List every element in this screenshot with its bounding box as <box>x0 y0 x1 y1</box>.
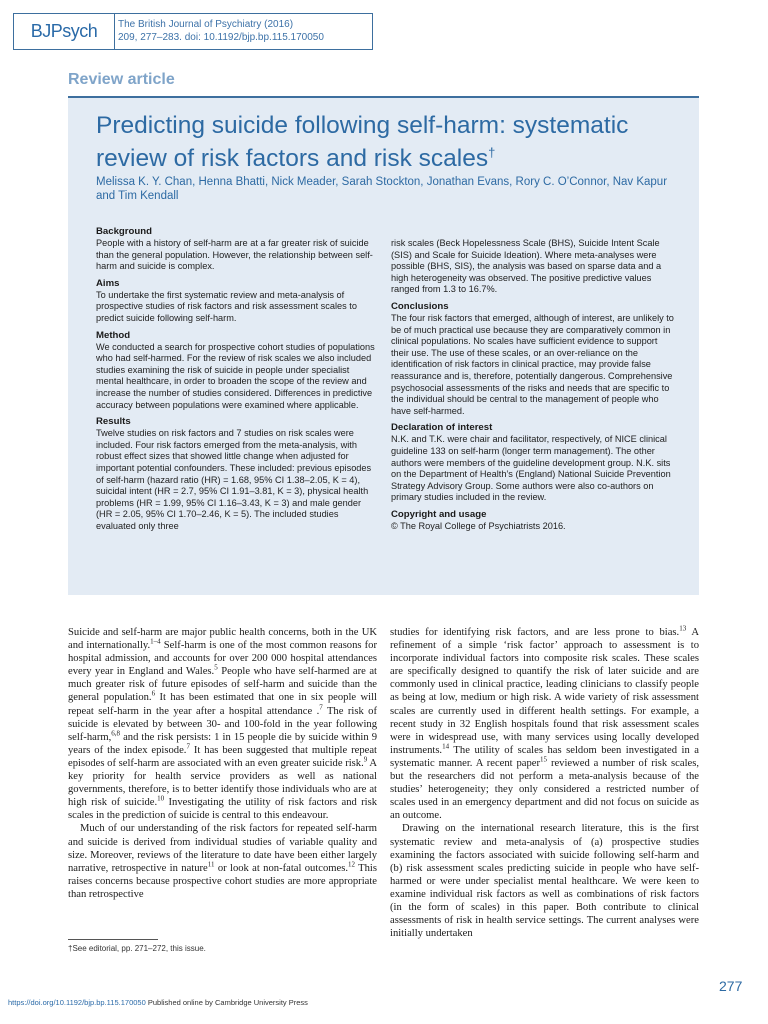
method-heading: Method <box>96 329 131 341</box>
citation-ref[interactable]: 6,8 <box>111 729 120 738</box>
conclusions-heading: Conclusions <box>391 300 449 312</box>
publication-line <box>8 998 308 1007</box>
copyright-heading: Copyright and usage <box>391 508 487 520</box>
citation-ref[interactable]: 5 <box>214 663 218 672</box>
body-paragraph: Drawing on the international research literature, this is the first systematic review and meta-analysis of (a) prospective studies examining the factors associated with suicide following self-harm and (b) risk assessment scales predicting suicide in people who have self-harmed or were under specialist mental healthcare. We were keen to examine individual risk factors as well as combinations of risk factors (in the form of scales) in this paper. Both contribute to clinical assessments of risk in health service settings. The current analyses were initially undertaken <box>390 823 699 940</box>
journal-logo: BJPsych <box>14 14 115 49</box>
citation-ref[interactable]: 1–4 <box>150 637 161 646</box>
journal-header <box>13 13 373 50</box>
journal-info <box>118 18 324 44</box>
conclusions-text: The four risk factors that emerged, although of interest, are unlikely to be of much practical use because they are comparatively common in clinical populations. No scales have sufficient evidence to support their use. The use of these scales, or an over-reliance on the identification of risk factors in clinical practice, may provide false reassurance and is, therefore, potentially dangerous. Comprehensive psychosocial assessments of the risks and needs that are specific to the individual should be central to the management of people who have self-harmed. <box>391 312 674 416</box>
citation-ref[interactable]: 7 <box>186 742 190 751</box>
aims-text: To undertake the first systematic review and meta-analysis of prospective studies of risk factors and risk assessment scales to predict suicide following self-harm. <box>96 289 357 323</box>
footnote: †See editorial, pp. 271–272, this issue. <box>68 944 206 953</box>
abstract-right-column <box>391 238 676 537</box>
results-text-continued: risk scales (Beck Hopelessness Scale (BHS), Suicide Intent Scale (SIS) and Scale for Suicide Ideation). Where meta-analyses were possible (BHS, SIS), the analysis was based on sparse data and a high heterogeneity was observed. The positive predictive values ranged from 1.3 to 16.7%. <box>391 238 662 295</box>
footnote-rule <box>68 939 158 940</box>
declaration-text: N.K. and T.K. were chair and facilitator, respectively, of NICE clinical guideline 133 on self-harm (longer term management). The other authors were members of the guideline development group. N.K. sits on the Department of Health’s (England) National Suicide Prevention Strategy Advisory Group. Some authors were also co-authors on primary studies included in the review. <box>391 434 671 503</box>
results-heading: Results <box>96 416 131 428</box>
citation-ref[interactable]: 10 <box>157 794 165 803</box>
author-list: Melissa K. Y. Chan, Henna Bhatti, Nick Meader, Sarah Stockton, Jonathan Evans, Rory C. O’Connor, Nav Kapur and Tim Kendall <box>96 176 668 202</box>
results-text: Twelve studies on risk factors and 7 studies on risk scales were included. Four risk factors emerged from the meta-analysis, with robust effect sizes that showed little change when adjusted for important potential confounders. These included: previous episodes of self-harm (hazard ratio (HR) = 1.68, 95% CI 1.38–2.05, K = 4), suicidal intent (HR = 2.7, 95% CI 1.91–3.81, K = 3), physical health problems (HR = 1.99, 95% CI 1.16–3.43, K = 3) and male gender (HR = 2.05, 95% CI 1.70–2.46, K = 5). The included studies evaluated only three <box>96 428 372 531</box>
body-paragraph: studies for identifying risk factors, and are less prone to bias.$^{13}$ A refinement of a simple ‘risk factor’ approach to assessment is to incorporate individual factors into composite risk scales. These scales are specifically designed to quantify the risk of later suicide and are commonly used in clinical practice, leading clinicians to classify people as being at low, medium or high risk. A wide variety of risk assessment scales are currently used in different health settings. For example, a recent study in 32 English hospitals found that risk assessment scales were in widespread use, with many services using locally developed instruments.$^{14}$ The utility of scales has seldom been investigated in a systematic manner. A recent paper$^{15}$ reviewed a number of risk scales, but the researchers did not perform a meta-analysis because of the studies’ heterogeneity; they only considered a restricted number of scales used in an emergency department and did not focus on suicide as an outcome. <box>390 624 699 822</box>
body-right-column <box>390 626 699 940</box>
body-paragraph: Suicide and self-harm are major public health concerns, both in the UK and internationally.$^{1-4}$ Self-harm is one of the most common reasons for hospital admission, and accounts for over 200 000 hospital attendances every year in England and Wales.$^5$ People who have self-harmed are at much greater risk of future episodes of self-harm and suicide than the general population.$^6$ It has been estimated that one in six people will repeat self-harm in the year after a hospital attendance .$^7$ The risk of suicide is elevated by between 30- and 100-fold in the year following self-harm,$^{6,8}$ and the risk persists: 1 in 15 people die by suicide within 9 years of the index episode.$^7$ It has been suggested that multiple repeat episodes of self-harm are associated with an even greater suicide risk.$^9$ A key priority for health service providers as well as national governments, therefore, is to better identify those individuals who are at high risk of suicide.$^{10}$ Investigating the utility of risk factors and risk scales in the prediction of suicide is central to this endeavour. <box>68 627 378 822</box>
citation-ref[interactable]: 12 <box>348 860 356 869</box>
citation-ref[interactable]: 15 <box>540 755 548 764</box>
citation-ref[interactable]: 13 <box>679 624 687 633</box>
article-title <box>96 112 686 172</box>
method-text: We conducted a search for prospective cohort studies of populations who had self-harmed. For the review of risk scales we also included studies examining the risk of suicide in people under specialist mental healthcare, in order to broaden the scope of the review and increase the number of studies considered. Differences in predictive accuracy between populations were examined where applicable. <box>96 341 375 410</box>
citation-ref[interactable]: 14 <box>442 742 450 751</box>
citation-ref[interactable]: 9 <box>363 755 368 764</box>
body-paragraph: Much of our understanding of the risk factors for repeated self-harm and suicide is derived from individual studies of variable quality and size. Moreover, reviews of the literature to date have been either largely narrative, retrospective in nature$^{11}$ or look at non-fatal outcomes.$^{12}$ This raises concerns because prospective cohort studies are more appropriate than retrospective <box>68 823 378 900</box>
citation-ref[interactable]: 6 <box>151 689 156 698</box>
aims-heading: Aims <box>96 277 120 289</box>
declaration-heading: Declaration of interest <box>391 422 493 434</box>
article-title-text: Predicting suicide following self-harm: systematic review of risk factors and risk scales <box>96 112 629 173</box>
citation-line: 209, 277–283. doi: 10.1192/bjp.bp.115.170050 <box>118 32 324 43</box>
citation-ref[interactable]: 11 <box>207 860 215 869</box>
page-number: 277 <box>719 978 743 994</box>
abstract-left-column <box>96 226 376 537</box>
copyright-text: © The Royal College of Psychiatrists 2016. <box>391 520 566 531</box>
journal-line: The British Journal of Psychiatry (2016) <box>118 19 294 30</box>
published-online-text: Published online by Cambridge University Press <box>145 998 308 1007</box>
article-type: Review article <box>68 71 175 88</box>
citation-ref[interactable]: 7 <box>319 703 323 712</box>
body-left-column <box>68 626 377 901</box>
background-text: People with a history of self-harm are at a far greater risk of suicide than the general population. However, the relationship between self-harm and suicide is complex. <box>96 238 373 272</box>
background-heading: Background <box>96 226 152 237</box>
title-block <box>68 96 699 210</box>
doi-link[interactable]: https://doi.org/10.1192/bjp.bp.115.170050 <box>8 998 146 1007</box>
title-footnote-mark: † <box>488 145 496 160</box>
abstract <box>68 208 699 595</box>
